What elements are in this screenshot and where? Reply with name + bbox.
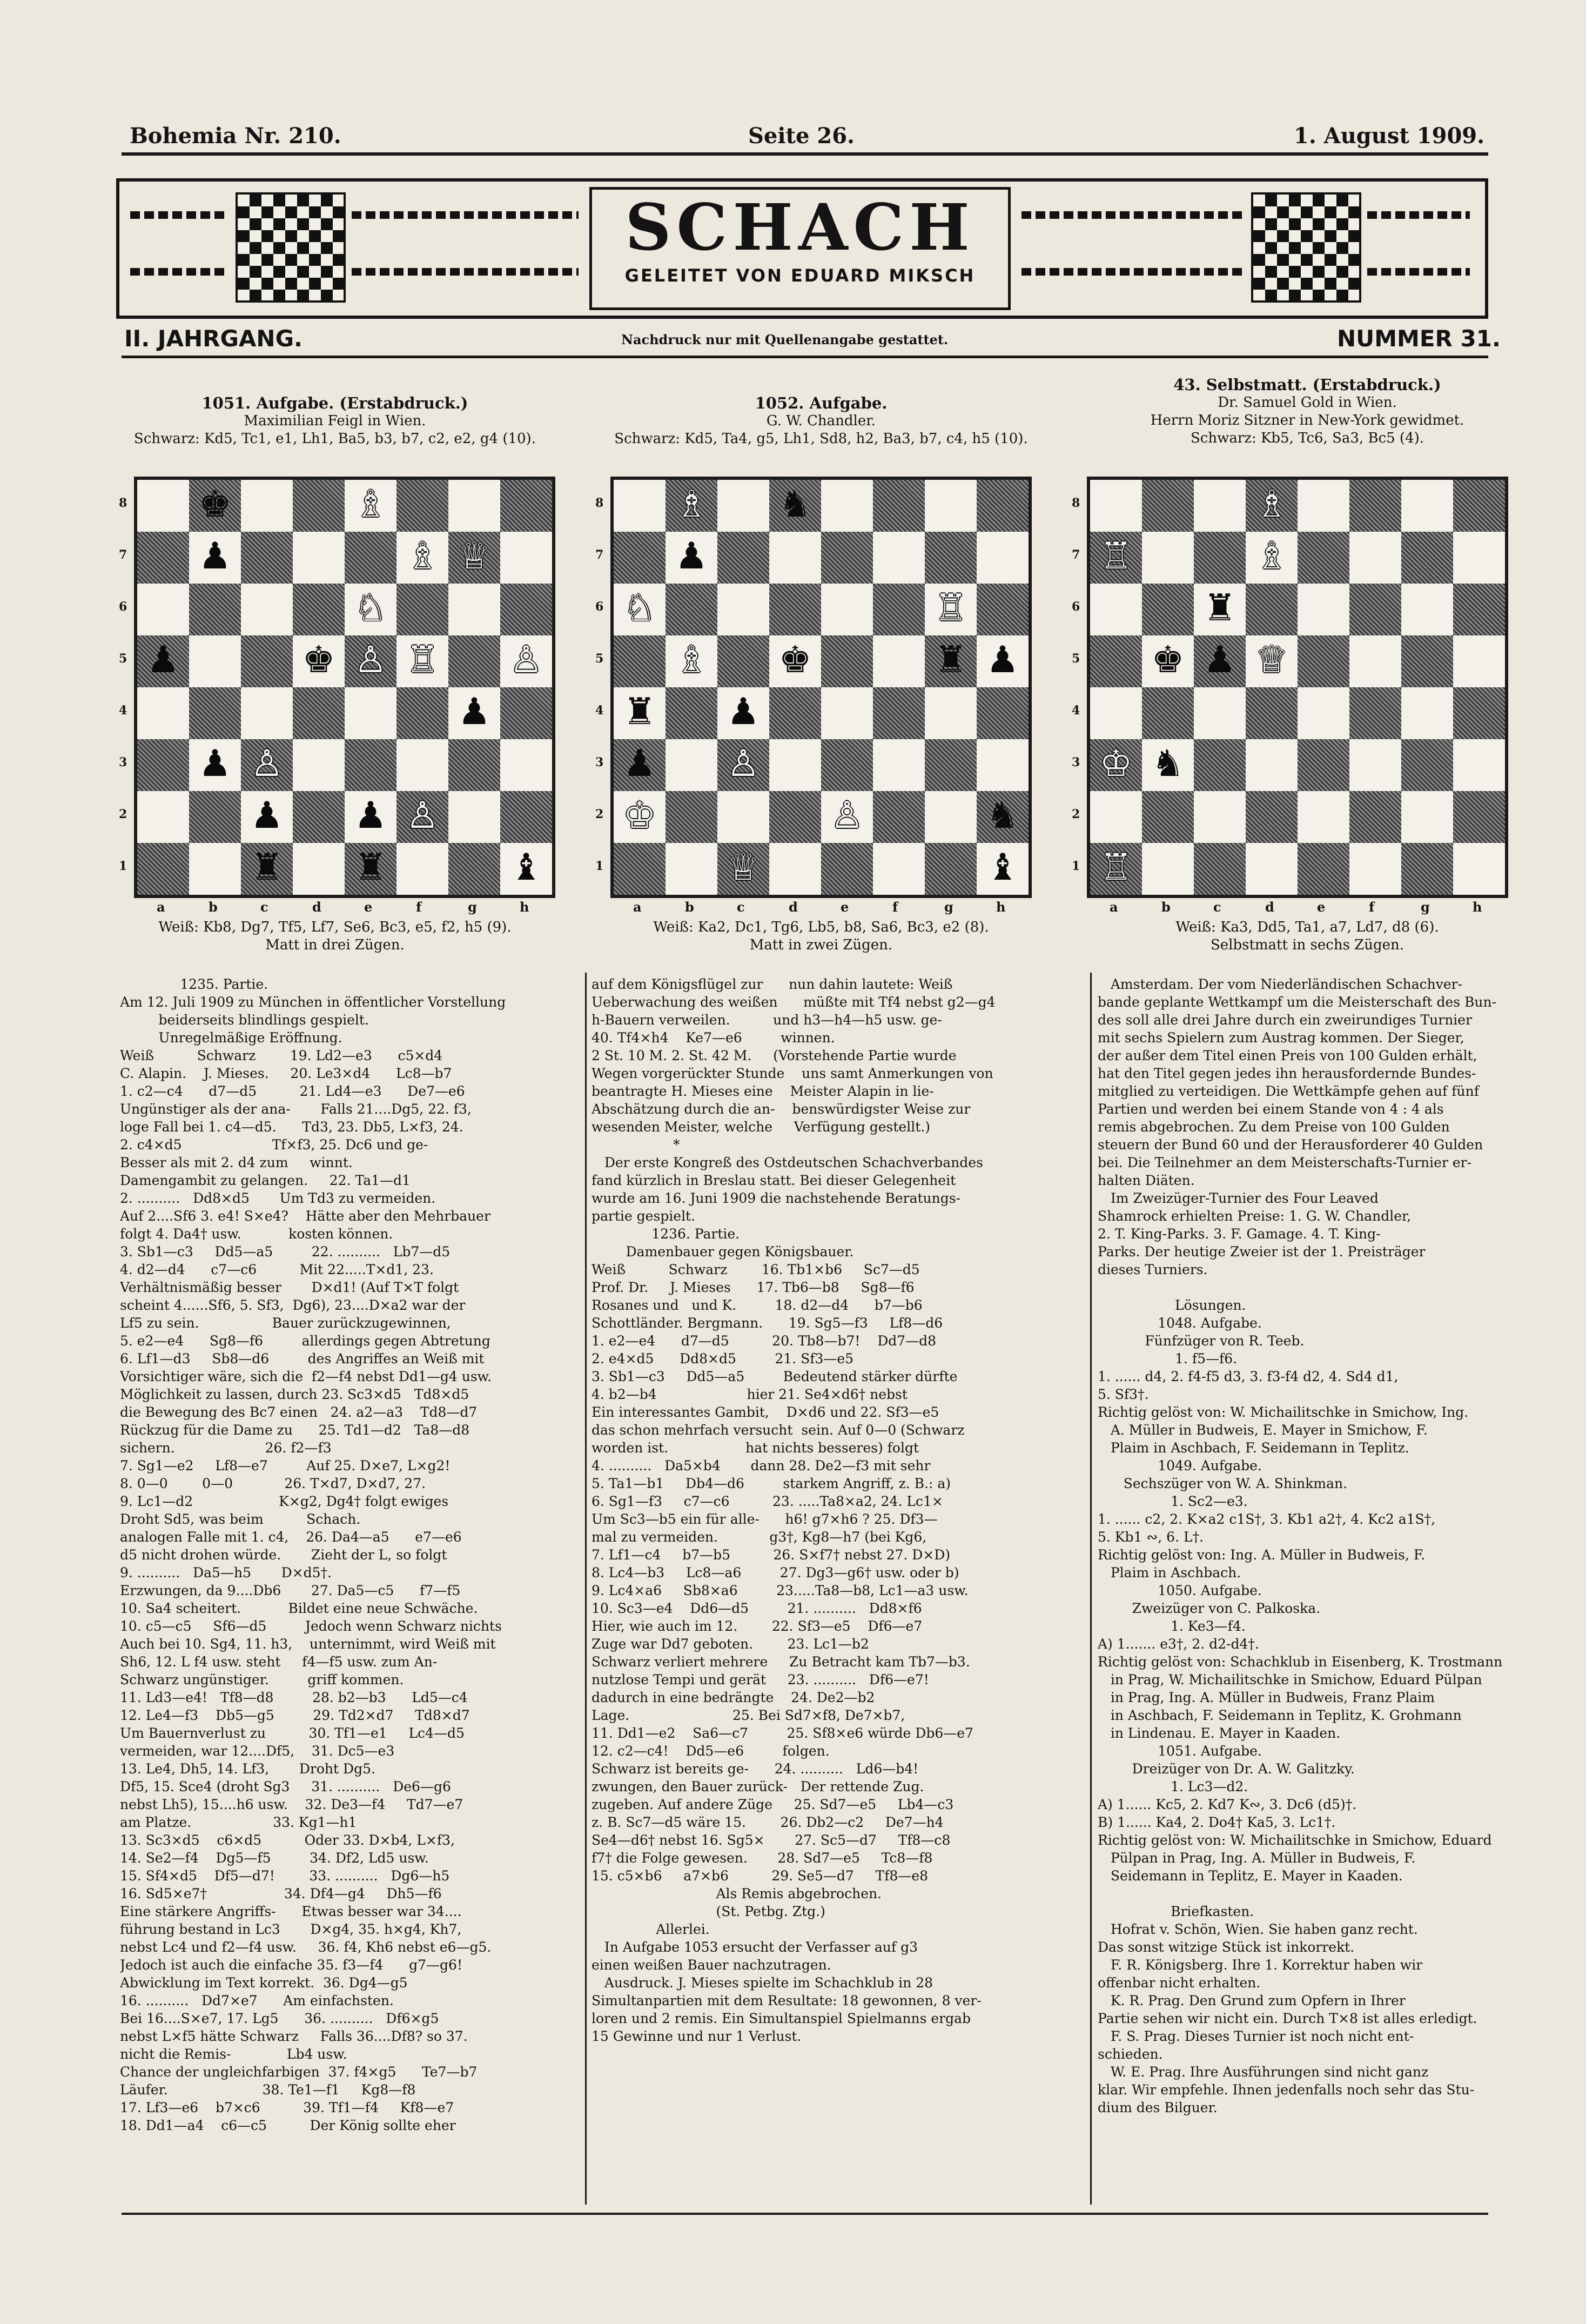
board-square-d6 xyxy=(1246,584,1298,635)
board-square-e6 xyxy=(1298,584,1349,635)
board-square-a2 xyxy=(1090,791,1142,843)
board-square-a3 xyxy=(137,739,189,791)
board-square-h5 xyxy=(1453,635,1505,687)
board-square-c4 xyxy=(1194,687,1246,739)
rank-label: 8 xyxy=(119,496,127,510)
chess-piece-b8: ♗ xyxy=(675,483,708,526)
chess-piece-c4: ♟ xyxy=(727,691,760,733)
white-pieces: Weiß: Kb8, Dg7, Tf5, Lf7, Se6, Bc3, e5, f2, h5 (9). xyxy=(158,919,512,935)
chess-piece-d8: ♞ xyxy=(778,483,812,526)
chess-piece-f2: ♙ xyxy=(406,794,439,837)
rank-label: 6 xyxy=(119,600,127,614)
board-square-e7 xyxy=(345,532,396,584)
board-square-g7 xyxy=(925,532,977,584)
board-square-d2 xyxy=(293,791,345,843)
board-square-d8 xyxy=(293,480,345,532)
board-square-b1 xyxy=(666,843,717,895)
board-square-d2 xyxy=(769,791,821,843)
board-square-c6 xyxy=(717,584,769,635)
chess-piece-c6: ♜ xyxy=(1203,587,1236,629)
chess-piece-a4: ♜ xyxy=(623,691,656,733)
board-square-g8 xyxy=(448,480,500,532)
board-square-c7 xyxy=(241,532,293,584)
board-square-h6 xyxy=(500,584,552,635)
file-label: a xyxy=(1110,899,1118,915)
file-label: g xyxy=(468,899,477,915)
white-pieces: Weiß: Ka2, Dc1, Tg6, Lb5, b8, Sa6, Bc3, e2 (8). xyxy=(653,919,989,935)
board-square-e1 xyxy=(1298,843,1349,895)
chess-piece-d5: ♚ xyxy=(778,639,812,681)
board-square-a7 xyxy=(137,532,189,584)
white-pieces: Weiß: Ka3, Dd5, Ta1, a7, Ld7, d8 (6). xyxy=(1175,919,1439,935)
board-square-f6 xyxy=(873,584,925,635)
board-square-e8 xyxy=(1298,480,1349,532)
board-square-h6 xyxy=(1453,584,1505,635)
board-square-h3 xyxy=(1453,739,1505,791)
rank-label: 1 xyxy=(119,859,127,873)
stipulation: Matt in drei Zügen. xyxy=(265,937,405,953)
board-square-c4 xyxy=(241,687,293,739)
rank-label: 7 xyxy=(1072,548,1080,562)
rank-label: 1 xyxy=(595,859,604,873)
board-square-e4 xyxy=(1298,687,1349,739)
rank-label: 2 xyxy=(595,807,604,821)
chess-piece-b7: ♟ xyxy=(675,535,708,578)
file-label: e xyxy=(364,899,373,915)
bottom-rule xyxy=(122,2213,1488,2215)
chess-piece-b5: ♗ xyxy=(675,639,708,681)
board-square-h4 xyxy=(977,687,1029,739)
top-rule xyxy=(122,152,1488,156)
board-square-a8 xyxy=(1090,480,1142,532)
file-label: c xyxy=(1213,899,1221,915)
right-dash-ornament-2 xyxy=(1022,268,1243,276)
file-label: c xyxy=(260,899,268,915)
black-pieces: Schwarz: Kd5, Tc1, e1, Lh1, Ba5, b3, b7, c2, e2, g4 (10). xyxy=(134,431,536,447)
board-square-d2 xyxy=(1246,791,1298,843)
right-dash-ornament xyxy=(1022,211,1243,219)
rank-label: 3 xyxy=(119,755,127,769)
chess-piece-c3: ♙ xyxy=(250,742,284,785)
file-label: e xyxy=(841,899,849,915)
chess-piece-f5: ♖ xyxy=(406,639,439,681)
board-square-b6 xyxy=(666,584,717,635)
board-square-d3 xyxy=(769,739,821,791)
chess-piece-e2: ♙ xyxy=(830,794,864,837)
chess-piece-d7: ♗ xyxy=(1255,535,1288,578)
board-square-e5 xyxy=(821,635,873,687)
board-square-d3 xyxy=(293,739,345,791)
left-dash-ornament-3 xyxy=(352,211,579,219)
chess-piece-c1: ♕ xyxy=(727,846,760,889)
board-square-h6 xyxy=(977,584,1029,635)
chess-piece-g5: ♜ xyxy=(934,639,967,681)
rank-label: 5 xyxy=(595,652,604,666)
board-square-c2 xyxy=(717,791,769,843)
board-square-b7 xyxy=(1142,532,1194,584)
board-square-c6 xyxy=(241,584,293,635)
board-square-d4 xyxy=(1246,687,1298,739)
black-pieces: Schwarz: Kd5, Ta4, g5, Lh1, Sd8, h2, Ba3, b7, c4, h5 (10). xyxy=(614,431,1028,447)
chess-piece-a3: ♔ xyxy=(1099,742,1133,785)
chess-piece-a5: ♟ xyxy=(146,639,180,681)
board-square-c8 xyxy=(717,480,769,532)
chess-piece-c5: ♟ xyxy=(1203,639,1236,681)
board-square-e7 xyxy=(1298,532,1349,584)
chessboard-1051 xyxy=(134,477,555,898)
rank-label: 6 xyxy=(595,600,604,614)
board-square-h4 xyxy=(500,687,552,739)
chess-piece-a7: ♖ xyxy=(1099,535,1133,578)
board-square-h7 xyxy=(1453,532,1505,584)
board-square-b8 xyxy=(1142,480,1194,532)
file-label: f xyxy=(1369,899,1375,915)
board-square-a6 xyxy=(137,584,189,635)
board-square-h2 xyxy=(1453,791,1505,843)
board-square-d7 xyxy=(769,532,821,584)
board-square-d1 xyxy=(769,843,821,895)
board-square-c1 xyxy=(1194,843,1246,895)
board-square-f2 xyxy=(1349,791,1401,843)
board-square-c5 xyxy=(717,635,769,687)
selfmate-43-footer xyxy=(1075,919,1540,954)
board-square-e1 xyxy=(821,843,873,895)
file-label: d xyxy=(789,899,798,915)
board-square-g3 xyxy=(1401,739,1453,791)
rank-label: 2 xyxy=(119,807,127,821)
chess-piece-g6: ♖ xyxy=(934,587,967,629)
board-square-g1 xyxy=(448,843,500,895)
board-square-f7 xyxy=(873,532,925,584)
board-square-g1 xyxy=(925,843,977,895)
board-square-c3 xyxy=(1194,739,1246,791)
title-box xyxy=(589,187,1011,310)
board-square-f4 xyxy=(873,687,925,739)
problem-1052-heading xyxy=(583,394,1059,448)
reprint-notice: Nachdruck nur mit Quellenangabe gestattet. xyxy=(621,332,949,347)
board-square-b4 xyxy=(666,687,717,739)
rank-label: 5 xyxy=(119,652,127,666)
chess-piece-h1: ♝ xyxy=(986,846,1019,889)
masthead xyxy=(116,178,1488,319)
board-square-e6 xyxy=(821,584,873,635)
running-head-left: Bohemia Nr. 210. xyxy=(130,123,341,149)
board-square-c2 xyxy=(1194,791,1246,843)
board-square-d1 xyxy=(1246,843,1298,895)
board-square-c7 xyxy=(717,532,769,584)
rank-label: 8 xyxy=(595,496,604,510)
board-square-f8 xyxy=(1349,480,1401,532)
board-square-f2 xyxy=(873,791,925,843)
board-square-g2 xyxy=(925,791,977,843)
problem-1051-footer xyxy=(92,919,578,954)
board-square-d7 xyxy=(293,532,345,584)
chess-piece-e2: ♟ xyxy=(354,794,387,837)
board-square-h3 xyxy=(500,739,552,791)
board-square-d3 xyxy=(1246,739,1298,791)
file-label: h xyxy=(996,899,1006,915)
board-square-h8 xyxy=(500,480,552,532)
column-news-solutions: Amsterdam. Der vom Niederländischen Schachver- bande geplante Wettkampf um die Meisterschaft des Bun- des soll alle drei Jahre durch ein zweirundiges Turnier mit sechs Spielern zum Austrag kommen. Der Sieger, der außer dem Titel einen Preis von 100 Gulden erhält, hat den Titel gegen jedes ihn herausfordernde Bundes- mitglied zu verteidigen. Die Wettkämpfe gehen auf fünf Partien und werden bei einem Stande von 4 : 4 als remis abgebrochen. Zu dem Preise von 100 Gulden steuern der Bund 60 und der Herausforderer 40 Gulden bei. Die Teilnehmer an dem Meisterschafts-Turnier er- halten Diäten. Im Zweizüger-Turnier des Four Leaved Shamrock erhielten Preise: 1. G. W. Chandler, 2. T. King-Parks. 3. F. Gamage. 4. T. King- Parks. Der heutige Zweier ist der 1. Preisträger dieses Turniers. Lösungen. 1048. Aufgabe. Fünfzüger von R. Teeb. 1. f5—f6. 1. ...... d4, 2. f4-f5 d3, 3. f3-f4 d2, 4. Sd4 d1, 5. Sf3†. Richtig gelöst von: W. Michailitschke in Smichow, Ing. A. Müller in Budweis, E. Mayer in Smichow, F. Plaim in Aschbach, F. Seidemann in Teplitz. 1049. Aufgabe. Sechszüger von W. A. Shinkman. 1. Sc2—e3. 1. ...... c2, 2. K×a2 c1S†, 3. Kb1 a2†, 4. Kc2 a1S†, 5. Kb1 ∾, 6. L†. Richtig gelöst von: Ing. A. Müller in Budweis, F. Plaim in Aschbach. 1050. Aufgabe. Zweizüger von C. Palkoska. 1. Ke3—f4. A) 1....... e3†, 2. d2-d4†. Richtig gelöst von: Schachklub in Eisenberg, K. Trostmann in Prag, W. Michailitschke in Smichow, Eduard Pülpan in Prag, Ing. A. Müller in Budweis, Franz Plaim in Aschbach, F. Seidemann in Teplitz, K. Grohmann in Lindenau. E. Mayer in Kaaden. 1051. Aufgabe. Dreizüger von Dr. A. W. Galitzky. 1. Lc3—d2. A) 1...... Kc5, 2. Kd7 K∾, 3. Dc6 (d5)†. B) 1...... Ka4, 2. Do4† Ka5, 3. Lc1†. Richtig gelöst von: W. Michailitschke in Smichow, Eduard Pülpan in Prag, Ing. A. Müller in Budweis, F. Seidemann in Teplitz, E. Mayer in Kaaden. Briefkasten. Hofrat v. Schön, Wien. Sie haben ganz recht. Das sonst witzige Stück ist inkorrekt. F. R. Königsberg. Ihre 1. Korrektur haben wir offenbar nicht erhalten. K. R. Prag. Den Grund zum Opfern in Ihrer Partie sehen wir nicht ein. Durch T×8 ist alles erledigt. F. S. Prag. Dieses Turnier ist noch nicht ent- schieden. W. E. Prag. Ihre Ausführungen sind nicht ganz klar. Wir empfehle. Ihnen jedenfalls noch sehr das Stu- dium des Bilguer. xyxy=(1098,976,1503,2115)
board-square-e2 xyxy=(1298,791,1349,843)
column-game-1235: 1235. Partie. Am 12. Juli 1909 zu München in öffentlicher Vorstellung beiderseits blindlings gespielt. Unregelmäßige Eröffnung. Weiß Schwarz 19. Ld2—e3 c5×d4 C. Alapin. J. Mieses. 20. Le3×d4 Lc8—b7 1. c2—c4 d7—d5 21. Ld4—e3 De7—e6 Ungünstiger als der ana- Falls 21....Dg5, 22. f3, loge Fall bei 1. c4—d5. Td3, 23. Db5, L×f3, 24. 2. c4×d5 Tf×f3, 25. Dc6 und ge- Besser als mit 2. d4 zum winnt. Damengambit zu gelangen. 22. Ta1—d1 2. .......... Dd8×d5 Um Td3 zu vermeiden. Auf 2....Sf6 3. e4! S×e4? Hätte aber den Mehrbauer folgt 4. Da4† usw. kosten können. 3. Sb1—c3 Dd5—a5 22. .......... Lb7—d5 4. d2—d4 c7—c6 Mit 22.....T×d1, 23. Verhältnismäßig besser D×d1! (Auf T×T folgt scheint 4......Sf6, 5. Sf3, Dg6), 23....D×a2 war der Lf5 zu sein. Bauer zurückzugewinnen, 5. e2—e4 Sg8—f6 allerdings gegen Abtretung 6. Lf1—d3 Sb8—d6 des Angriffes an Weiß mit Vorsichtiger wäre, sich die f2—f4 nebst Dd1—g4 usw. Möglichkeit zu lassen, durch 23. Sc3×d5 Td8×d5 die Bewegung des Bc7 einen 24. a2—a3 Td8—d7 Rückzug für die Dame zu 25. Td1—d2 Ta8—d8 sichern. 26. f2—f3 7. Sg1—e2 Lf8—e7 Auf 25. D×e7, L×g2! 8. 0—0 0—0 26. T×d7, D×d7, 27. 9. Lc1—d2 K×g2, Dg4† folgt ewiges Droht Sd5, was beim Schach. analogen Falle mit 1. c4, 26. Da4—a5 e7—e6 d5 nicht drohen würde. Zieht der L, so folgt 9. .......... Da5—h5 D×d5†. Erzwungen, da 9....Db6 27. Da5—c5 f7—f5 10. Sa4 scheitert. Bildet eine neue Schwäche. 10. c5—c5 Sf6—d5 Jedoch wenn Schwarz nichts Auch bei 10. Sg4, 11. h3, unternimmt, wird Weiß mit Sh6, 12. L f4 usw. steht f4—f5 usw. zum An- Schwarz ungünstiger. griff kommen. 11. Ld3—e4! Tf8—d8 28. b2—b3 Ld5—c4 12. Le4—f3 Db5—g5 29. Td2×d7 Td8×d7 Um Bauernverlust zu 30. Tf1—e1 Lc4—d5 vermeiden, war 12....Df5, 31. Dc5—e3 13. Le4, Dh5, 14. Lf3, Droht Dg5. Df5, 15. Sce4 (droht Sg3 31. .......... De6—g6 nebst Lh5), 15....h6 usw. 32. De3—f4 Td7—e7 am Platze. 33. Kg1—h1 13. Sc3×d5 c6×d5 Oder 33. D×b4, L×f3, 14. Se2—f4 Dg5—f5 34. Df2, Ld5 usw. 15. Sf4×d5 Df5—d7! 33. .......... Dg6—h5 16. Sd5×e7† 34. Df4—g4 Dh5—f6 Eine stärkere Angriffs- Etwas besser war 34.... führung bestand in Lc3 D×g4, 35. h×g4, Kh7, nebst Lc4 und f2—f4 usw. 36. f4, Kh6 nebst e6—g5. Jedoch ist auch die einfache 35. f3—f4 g7—g6! Abwicklung im Text korrekt. 36. Dg4—g5 16. .......... Dd7×e7 Am einfachsten. Bei 16....S×e7, 17. Lg5 36. .......... Df6×g5 nebst L×f5 hätte Schwarz Falls 36....Df8? so 37. nicht die Remis- Lb4 usw. Chance der ungleichfarbigen 37. f4×g5 Te7—b7 Läufer. 38. Te1—f1 Kg8—f8 17. Lf3—e6 b7×c6 39. Tf1—f4 Kf8—e7 18. Dd1—a4 c6—c5 Der König sollte eher xyxy=(120,976,506,2133)
board-square-a2 xyxy=(137,791,189,843)
file-label: b xyxy=(209,899,218,915)
left-dash-ornament-4 xyxy=(352,268,579,276)
board-square-e3 xyxy=(1298,739,1349,791)
board-square-c8 xyxy=(1194,480,1246,532)
board-square-f8 xyxy=(396,480,448,532)
section-title: SCHACH xyxy=(625,190,975,265)
board-square-d4 xyxy=(293,687,345,739)
board-square-c8 xyxy=(241,480,293,532)
board-square-b2 xyxy=(666,791,717,843)
board-square-b1 xyxy=(1142,843,1194,895)
board-square-e4 xyxy=(821,687,873,739)
left-checker-ornament xyxy=(236,192,346,303)
board-square-h8 xyxy=(977,480,1029,532)
rank-label: 7 xyxy=(119,548,127,562)
board-square-c7 xyxy=(1194,532,1246,584)
board-square-h7 xyxy=(977,532,1029,584)
board-square-g3 xyxy=(448,739,500,791)
chess-piece-b3: ♟ xyxy=(198,742,232,785)
board-square-b4 xyxy=(189,687,241,739)
jahrgang: II. JAHRGANG. xyxy=(124,325,303,352)
board-square-f3 xyxy=(873,739,925,791)
right-checker-ornament xyxy=(1251,192,1361,303)
board-square-f1 xyxy=(396,843,448,895)
chess-piece-a3: ♟ xyxy=(623,742,656,785)
board-square-d6 xyxy=(769,584,821,635)
file-label: a xyxy=(633,899,642,915)
board-square-a1 xyxy=(614,843,666,895)
board-square-h4 xyxy=(1453,687,1505,739)
selfmate-43-heading xyxy=(1075,376,1540,447)
left-dash-ornament xyxy=(130,211,227,219)
board-square-e4 xyxy=(345,687,396,739)
board-square-a6 xyxy=(1090,584,1142,635)
stipulation: Selbstmatt in sechs Zügen. xyxy=(1210,937,1404,953)
board-square-a1 xyxy=(137,843,189,895)
board-square-e5 xyxy=(1298,635,1349,687)
rank-label: 4 xyxy=(119,704,127,718)
rank-label: 4 xyxy=(1072,704,1080,718)
board-square-g6 xyxy=(1401,584,1453,635)
chess-piece-c1: ♜ xyxy=(250,846,284,889)
board-square-f5 xyxy=(873,635,925,687)
file-label: b xyxy=(1161,899,1171,915)
chess-piece-h5: ♟ xyxy=(986,639,1019,681)
chess-piece-e8: ♗ xyxy=(354,483,387,526)
problem-title: 43. Selbstmatt. (Erstabdruck.) xyxy=(1173,376,1441,394)
chess-piece-d5: ♚ xyxy=(302,639,335,681)
chessboard-1052 xyxy=(610,477,1032,898)
column-divider-2 xyxy=(1090,973,1092,2205)
stipulation: Matt in zwei Zügen. xyxy=(749,937,893,953)
chess-piece-b5: ♚ xyxy=(1151,639,1185,681)
section-subtitle: GELEITET VON EDUARD MIKSCH xyxy=(624,265,976,286)
board-square-a4 xyxy=(137,687,189,739)
problem-author: G. W. Chandler. xyxy=(766,413,876,429)
rank-label: 6 xyxy=(1072,600,1080,614)
column-game-1236: auf dem Königsflügel zur nun dahin lautete: Weiß Ueberwachung des weißen müßte mit Tf4 nebst g2—g4 h-Bauern verweilen. und h3—h4—h5 usw. ge- 40. Tf4×h4 Ke7—e6 winnen. 2 St. 10 M. 2. St. 42 M. (Vorstehende Partie wurde Wegen vorgerückter Stunde uns samt Anmerkungen von beantragte H. Mieses eine Meister Alapin in lie- Abschätzung durch die an- benswürdigster Weise zur wesenden Meister, welche Verfügung gestellt.) * Der erste Kongreß des Ostdeutschen Schachverbandes fand kürzlich in Breslau statt. Bei dieser Gelegenheit wurde am 16. Juni 1909 die nachstehende Beratungs- partie gespielt. 1236. Partie. Damenbauer gegen Königsbauer. Weiß Schwarz 16. Tb1×b6 Sc7—d5 Prof. Dr. J. Mieses 17. Tb6—b8 Sg8—f6 Rosanes und und K. 18. d2—d4 b7—b6 Schottländer. Bergmann. 19. Sg5—f3 Lf8—d6 1. e2—e4 d7—d5 20. Tb8—b7! Dd7—d8 2. e4×d5 Dd8×d5 21. Sf3—e5 3. Sb1—c3 Dd5—a5 Bedeutend stärker dürfte 4. b2—b4 hier 21. Se4×d6† nebst Ein interessantes Gambit, D×d6 und 22. Sf3—e5 das schon mehrfach versucht sein. Auf 0—0 (Schwarz worden ist. hat nichts besseres) folgt 4. .......... Da5×b4 dann 28. De2—f3 mit sehr 5. Ta1—b1 Db4—d6 starkem Angriff, z. B.: a) 6. Sg1—f3 c7—c6 23. .....Ta8×a2, 24. Lc1× Um Sc3—b5 ein für alle- h6! g7×h6 ? 25. Df3— mal zu vermeiden. g3†, Kg8—h7 (bei Kg6, 7. Lf1—c4 b7—b5 26. S×f7† nebst 27. D×D) 8. Lc4—b3 Lc8—a6 27. Dg3—g6† usw. oder b) 9. Lc4×a6 Sb8×a6 23.....Ta8—b8, Lc1—a3 usw. 10. Sc3—e4 Dd6—d5 21. .......... Dd8×f6 Hier, wie auch im 12. 22. Sf3—e5 Df6—e7 Zuge war Dd7 geboten. 23. Lc1—b2 Schwarz verliert mehrere Zu Betracht kam Tb7—b3. nutzlose Tempi und gerät 23. .......... Df6—e7! dadurch in eine bedrängte 24. De2—b2 Lage. 25. Bei Sd7×f8, De7×b7, 11. Dd1—e2 Sa6—c7 25. Sf8×e6 würde Db6—e7 12. c2—c4! Dd5—e6 folgen. Schwarz ist bereits ge- 24. .......... Ld6—b4! zwungen, den Bauer zurück- Der rettende Zug. zugeben. Auf andere Züge 25. Sd7—e5 Lb4—c3 z. B. Sc7—d5 wäre 15. 26. Db2—c2 De7—h4 Se4—d6† nebst 16. Sg5× 27. Sc5—d7 Tf8—c8 f7† die Folge gewesen. 28. Sd7—e5 Tc8—f8 15. c5×b6 a7×b6 29. Se5—d7 Tf8—e8 Als Remis abgebrochen. (St. Petbg. Ztg.) Allerlei. In Aufgabe 1053 ersucht der Verfasser auf g3 einen weißen Bauer nachzutragen. Ausdruck. J. Mieses spielte im Schachklub in 28 Simultanpartien mit dem Resultate: 18 gewonnen, 8 ver- loren und 2 remis. Ein Simultanspiel Spielmanns ergab 15 Gewinne und nur 1 Verlust. xyxy=(592,976,996,2044)
chess-piece-b7: ♟ xyxy=(198,535,232,578)
chess-piece-a2: ♔ xyxy=(623,794,656,837)
board-square-h8 xyxy=(1453,480,1505,532)
board-square-f3 xyxy=(396,739,448,791)
board-square-h7 xyxy=(500,532,552,584)
board-square-f1 xyxy=(1349,843,1401,895)
board-square-g1 xyxy=(1401,843,1453,895)
rank-label: 1 xyxy=(1072,859,1080,873)
board-square-f8 xyxy=(873,480,925,532)
board-square-e3 xyxy=(345,739,396,791)
board-square-f5 xyxy=(1349,635,1401,687)
file-label: d xyxy=(312,899,321,915)
rank-label: 8 xyxy=(1072,496,1080,510)
file-label: h xyxy=(1473,899,1482,915)
board-square-b5 xyxy=(189,635,241,687)
running-head-page: Seite 26. xyxy=(748,123,855,149)
chess-piece-d5: ♕ xyxy=(1255,639,1288,681)
rank-label: 4 xyxy=(595,704,604,718)
chess-piece-h1: ♝ xyxy=(509,846,543,889)
right-dash-ornament-3 xyxy=(1367,211,1470,219)
file-label: e xyxy=(1317,899,1326,915)
black-pieces: Schwarz: Kb5, Tc6, Sa3, Bc5 (4). xyxy=(1190,430,1424,446)
rank-label: 7 xyxy=(595,548,604,562)
chess-piece-h2: ♞ xyxy=(986,794,1019,837)
board-square-f6 xyxy=(396,584,448,635)
file-label: a xyxy=(157,899,165,915)
board-square-g7 xyxy=(1401,532,1453,584)
board-square-b4 xyxy=(1142,687,1194,739)
board-square-g8 xyxy=(925,480,977,532)
board-square-a5 xyxy=(614,635,666,687)
board-square-g2 xyxy=(448,791,500,843)
chess-piece-h5: ♙ xyxy=(509,639,543,681)
board-square-a7 xyxy=(614,532,666,584)
board-square-g6 xyxy=(448,584,500,635)
chess-piece-b3: ♞ xyxy=(1151,742,1185,785)
problem-title: 1052. Aufgabe. xyxy=(755,394,888,412)
board-square-a4 xyxy=(1090,687,1142,739)
board-square-a5 xyxy=(1090,635,1142,687)
rank-label: 5 xyxy=(1072,652,1080,666)
chess-piece-e1: ♜ xyxy=(354,846,387,889)
board-square-f1 xyxy=(873,843,925,895)
file-label: g xyxy=(944,899,953,915)
file-label: g xyxy=(1421,899,1430,915)
board-square-d1 xyxy=(293,843,345,895)
board-square-g2 xyxy=(1401,791,1453,843)
board-square-b3 xyxy=(666,739,717,791)
board-square-f7 xyxy=(1349,532,1401,584)
board-square-g8 xyxy=(1401,480,1453,532)
file-label: f xyxy=(416,899,422,915)
board-square-f6 xyxy=(1349,584,1401,635)
chess-piece-b8: ♚ xyxy=(198,483,232,526)
file-label: f xyxy=(892,899,898,915)
board-square-f4 xyxy=(1349,687,1401,739)
board-square-a8 xyxy=(614,480,666,532)
board-square-c5 xyxy=(241,635,293,687)
problem-1051-heading xyxy=(92,394,578,448)
board-square-f4 xyxy=(396,687,448,739)
board-square-b1 xyxy=(189,843,241,895)
left-dash-ornament-2 xyxy=(130,268,227,276)
chess-piece-c3: ♙ xyxy=(727,742,760,785)
chess-piece-g7: ♕ xyxy=(458,535,491,578)
header-rule xyxy=(122,356,1488,358)
board-square-h1 xyxy=(1453,843,1505,895)
rank-label: 2 xyxy=(1072,807,1080,821)
chess-piece-e6: ♘ xyxy=(354,587,387,629)
chess-piece-a1: ♖ xyxy=(1099,846,1133,889)
board-square-b6 xyxy=(189,584,241,635)
file-label: c xyxy=(737,899,745,915)
problem-title: 1051. Aufgabe. (Erstabdruck.) xyxy=(201,394,468,412)
board-square-b2 xyxy=(1142,791,1194,843)
dedication: Herrn Moriz Sitzner in New-York gewidmet. xyxy=(1150,412,1464,428)
chess-piece-a6: ♘ xyxy=(623,587,656,629)
board-square-h2 xyxy=(500,791,552,843)
chess-piece-e5: ♙ xyxy=(354,639,387,681)
board-square-b6 xyxy=(1142,584,1194,635)
file-label: d xyxy=(1265,899,1274,915)
board-square-g4 xyxy=(1401,687,1453,739)
board-square-e3 xyxy=(821,739,873,791)
column-divider-1 xyxy=(585,973,587,2205)
chess-piece-d8: ♗ xyxy=(1255,483,1288,526)
board-square-h3 xyxy=(977,739,1029,791)
board-square-g5 xyxy=(448,635,500,687)
file-label: h xyxy=(520,899,529,915)
board-square-d6 xyxy=(293,584,345,635)
board-square-g5 xyxy=(1401,635,1453,687)
board-square-a8 xyxy=(137,480,189,532)
board-square-g4 xyxy=(925,687,977,739)
board-square-b2 xyxy=(189,791,241,843)
problem-author: Dr. Samuel Gold in Wien. xyxy=(1218,394,1397,411)
chess-piece-f7: ♗ xyxy=(406,535,439,578)
rank-label: 3 xyxy=(1072,755,1080,769)
problem-author: Maximilian Feigl in Wien. xyxy=(244,413,426,429)
file-label: b xyxy=(685,899,694,915)
chess-piece-c2: ♟ xyxy=(250,794,284,837)
board-square-d4 xyxy=(769,687,821,739)
chess-piece-g4: ♟ xyxy=(458,691,491,733)
running-head-date: 1. August 1909. xyxy=(1294,123,1485,149)
problem-1052-footer xyxy=(583,919,1059,954)
chessboard-selfmate-43 xyxy=(1087,477,1508,898)
right-dash-ornament-4 xyxy=(1367,268,1470,276)
rank-label: 3 xyxy=(595,755,604,769)
board-square-g3 xyxy=(925,739,977,791)
board-square-f3 xyxy=(1349,739,1401,791)
issue-number: NUMMER 31. xyxy=(1337,325,1501,352)
board-square-e7 xyxy=(821,532,873,584)
board-square-e8 xyxy=(821,480,873,532)
